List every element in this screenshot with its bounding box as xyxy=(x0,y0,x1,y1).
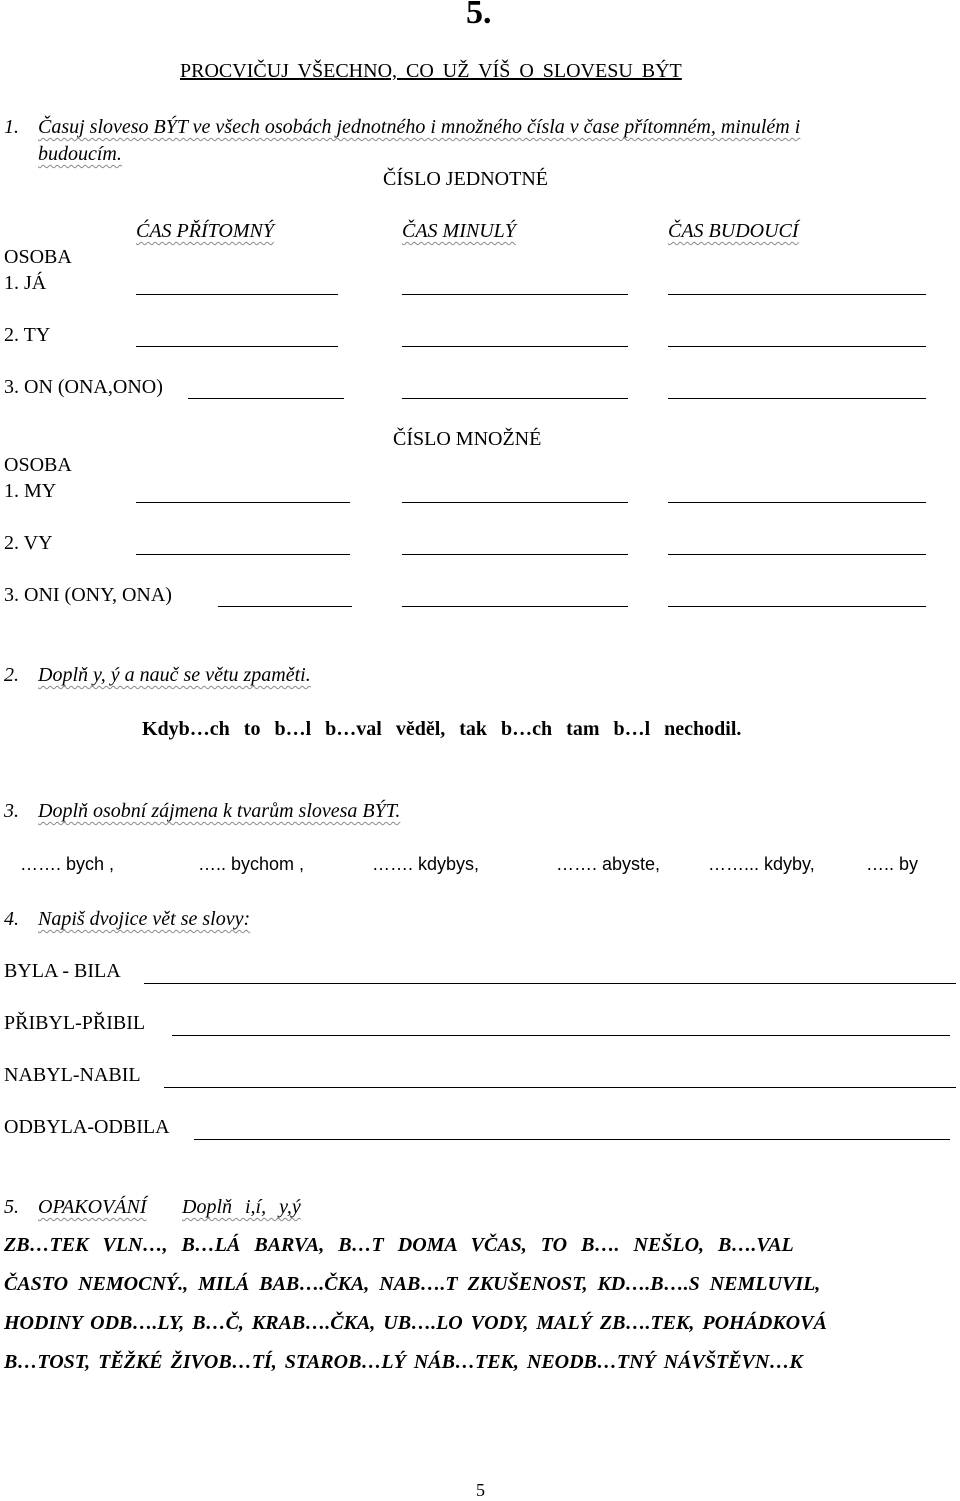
pronoun-item: ….. bychom , xyxy=(198,854,305,874)
column-past: ČAS MINULÝ xyxy=(402,220,516,242)
task4-instruction: Napiš dvojice vět se slovy: xyxy=(38,908,251,930)
word-pair-pribyl-pribil: PŘIBYL-PŘIBIL xyxy=(4,1012,146,1034)
worksheet-title: PROCVIČUJ VŠECHNO, CO UŽ VÍŠ O SLOVESU BÝT xyxy=(180,60,682,82)
exercise-line: B…TOST, TĚŽKÉ ŽIVOB…TÍ, STAROB…LÝ NÁB…TEK, NEODB…TNÝ NÁVŠTĚVN…K xyxy=(4,1351,803,1373)
page-number-top: 5. xyxy=(466,0,492,31)
word-pair-odbyla-odbila: ODBYLA-ODBILA xyxy=(4,1116,170,1138)
row-on: 3. ON (ONA,ONO) xyxy=(4,376,163,398)
osoba-label-plural: OSOBA xyxy=(4,454,72,476)
answer-blank[interactable] xyxy=(136,346,338,347)
task5-number: 5. xyxy=(4,1196,19,1218)
plural-heading: ČÍSLO MNOŽNÉ xyxy=(393,428,542,450)
sentence-blank[interactable] xyxy=(144,983,956,984)
sentence-blank[interactable] xyxy=(172,1035,950,1036)
answer-blank[interactable] xyxy=(188,398,344,399)
answer-blank[interactable] xyxy=(402,502,628,503)
column-present: ĆAS PŘÍTOMNÝ xyxy=(136,220,274,242)
sentence-blank[interactable] xyxy=(194,1139,950,1140)
answer-blank[interactable] xyxy=(668,398,926,399)
task1-instruction-line2: budoucím. xyxy=(38,143,122,165)
exercise-line: HODINY ODB….LY, B…Č, KRAB….ČKA, UB….LO VODY, MALÝ ZB….TEK, POHÁDKOVÁ xyxy=(4,1312,827,1334)
answer-blank[interactable] xyxy=(668,606,926,607)
pronoun-item: ……. abyste, xyxy=(556,854,661,874)
task4-number: 4. xyxy=(4,908,19,930)
row-ja: 1. JÁ xyxy=(4,272,47,294)
answer-blank[interactable] xyxy=(402,294,628,295)
task2-sentence: Kdyb…ch to b…l b…val věděl, tak b…ch tam b…l nechodil. xyxy=(142,718,742,740)
row-my: 1. MY xyxy=(4,480,57,502)
answer-blank[interactable] xyxy=(402,554,628,555)
row-oni: 3. ONI (ONY, ONA) xyxy=(4,584,172,606)
answer-blank[interactable] xyxy=(218,606,352,607)
task5-instruction: Doplň i,í, y,ý xyxy=(182,1196,301,1218)
row-ty: 2. TY xyxy=(4,324,51,346)
page-number-bottom: 5 xyxy=(476,1480,485,1500)
answer-blank[interactable] xyxy=(668,502,926,503)
word-pair-byla-bila: BYLA - BILA xyxy=(4,960,121,982)
osoba-label-singular: OSOBA xyxy=(4,246,72,268)
answer-blank[interactable] xyxy=(668,346,926,347)
row-vy: 2. VY xyxy=(4,532,53,554)
word-pair-nabyl-nabil: NABYL-NABIL xyxy=(4,1064,141,1086)
answer-blank[interactable] xyxy=(136,554,350,555)
exercise-line: ČASTO NEMOCNÝ., MILÁ BAB….ČKA, NAB….T ZKUŠENOST, KD….B….S NEMLUVIL, xyxy=(4,1273,821,1295)
answer-blank[interactable] xyxy=(402,606,628,607)
task1-instruction-line1: Časuj sloveso BÝT ve všech osobách jednotného i množného čísla v čase přítomném, minulém i xyxy=(38,116,801,138)
column-future: ČAS BUDOUCÍ xyxy=(668,220,799,242)
task3-number: 3. xyxy=(4,800,19,822)
answer-blank[interactable] xyxy=(668,294,926,295)
singular-heading: ČÍSLO JEDNOTNÉ xyxy=(383,168,548,190)
pronoun-item: ……... kdyby, xyxy=(708,854,815,874)
task2-number: 2. xyxy=(4,664,19,686)
pronoun-item: ….. by xyxy=(866,854,919,874)
answer-blank[interactable] xyxy=(136,294,338,295)
pronoun-item: ……. bych , xyxy=(20,854,115,874)
task5-label: OPAKOVÁNÍ xyxy=(38,1196,147,1218)
sentence-blank[interactable] xyxy=(164,1087,956,1088)
task1-number: 1. xyxy=(4,116,19,138)
answer-blank[interactable] xyxy=(402,398,628,399)
task2-instruction: Doplň y, ý a nauč se větu zpaměti. xyxy=(38,664,311,686)
answer-blank[interactable] xyxy=(668,554,926,555)
answer-blank[interactable] xyxy=(402,346,628,347)
pronoun-item: ……. kdybys, xyxy=(372,854,480,874)
answer-blank[interactable] xyxy=(136,502,350,503)
task3-instruction: Doplň osobní zájmena k tvarům slovesa BÝT. xyxy=(38,800,401,822)
exercise-line: ZB…TEK VLN…, B…LÁ BARVA, B…T DOMA VČAS, TO B…. NEŠLO, B….VAL xyxy=(4,1234,794,1256)
